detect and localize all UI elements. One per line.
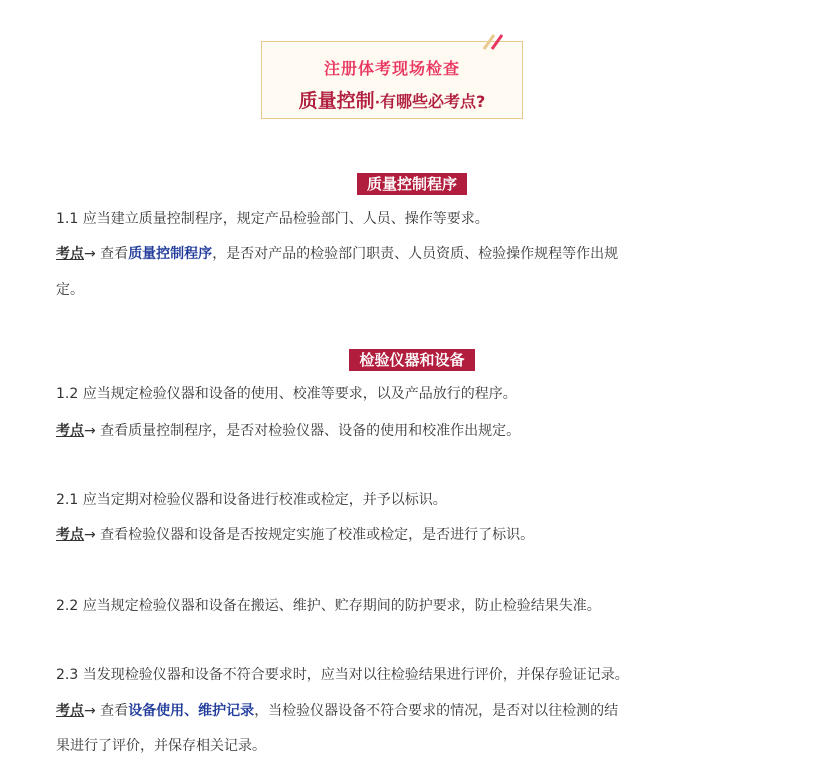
exam-point-2-3-continued: 果进行了评价，并保存相关记录。 bbox=[56, 738, 266, 754]
title-line-2 bbox=[262, 86, 522, 113]
exam-point-1-1-continued: 定。 bbox=[56, 282, 84, 298]
section-heading-quality-control bbox=[0, 173, 824, 195]
section-heading-instruments bbox=[0, 349, 824, 371]
exam-point-text: → 查看质量控制程序，是否对检验仪器、设备的使用和校准作出规定。 bbox=[84, 423, 521, 439]
exam-point-text: ，当检验仪器设备不符合要求的情况，是否对以往检测的结 bbox=[254, 703, 619, 719]
highlight-term: 质量控制程序 bbox=[128, 246, 213, 262]
decoration-stripes-icon bbox=[480, 33, 510, 51]
exam-point-arrow: → 查看 bbox=[84, 703, 129, 719]
paragraph-1-2: 1.2 应当规定检验仪器和设备的使用、校准等要求，以及产品放行的程序。 bbox=[56, 386, 517, 402]
exam-point-label: 考点 bbox=[56, 423, 84, 439]
title-dot: · bbox=[374, 95, 381, 111]
exam-point-arrow: → 查看 bbox=[84, 246, 129, 262]
paragraph-1-1: 1.1 应当建立质量控制程序，规定产品检验部门、人员、操作等要求。 bbox=[56, 211, 489, 227]
paragraph-2-1: 2.1 应当定期对检验仪器和设备进行校准或检定，并予以标识。 bbox=[56, 492, 447, 508]
section-heading-label: 检验仪器和设备 bbox=[349, 349, 474, 371]
paragraph-2-3: 2.3 当发现检验仪器和设备不符合要求时，应当对以往检验结果进行评价，并保存验证记录。 bbox=[56, 667, 629, 683]
paragraph-2-2: 2.2 应当规定检验仪器和设备在搬运、维护、贮存期间的防护要求，防止检验结果失准。 bbox=[56, 598, 601, 614]
exam-point-label: 考点 bbox=[56, 527, 84, 543]
title-line-1: 注册体考现场检查 bbox=[323, 59, 460, 78]
title-card bbox=[261, 41, 523, 119]
title-main: 质量控制 bbox=[298, 90, 375, 112]
exam-point-text: ，是否对产品的检验部门职责、人员资质、检验操作规程等作出规 bbox=[212, 246, 619, 262]
exam-point-label: 考点 bbox=[56, 246, 84, 262]
exam-point-1-1 bbox=[56, 244, 618, 264]
section-heading-label: 质量控制程序 bbox=[357, 173, 467, 195]
title-sub: 有哪些必考点? bbox=[380, 92, 486, 111]
exam-point-text: → 查看检验仪器和设备是否按规定实施了校准或检定，是否进行了标识。 bbox=[84, 527, 535, 543]
exam-point-2-1 bbox=[56, 525, 534, 545]
exam-point-label: 考点 bbox=[56, 703, 84, 719]
exam-point-2-3 bbox=[56, 701, 618, 721]
exam-point-1-2 bbox=[56, 421, 520, 441]
highlight-term: 设备使用、维护记录 bbox=[128, 703, 255, 719]
